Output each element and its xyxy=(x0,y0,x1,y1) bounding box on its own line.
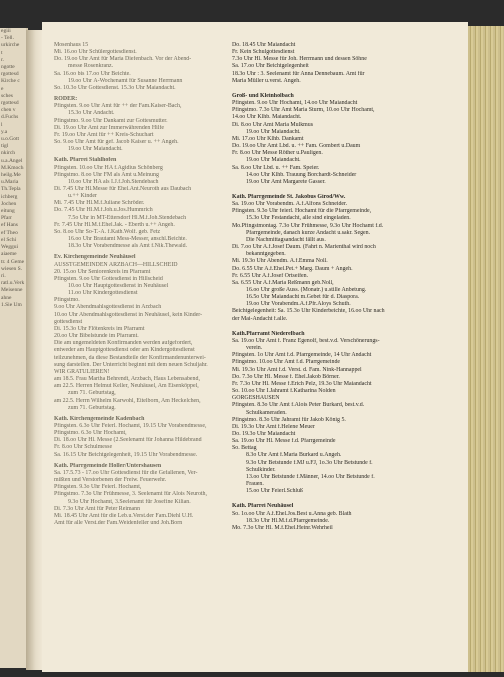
text-line: Sa. 6.55 Uhr A.f.Maria Reßmann geb.Noll, xyxy=(232,279,334,286)
text-line: Sa. 17.5.73 - 17.oo Uhr Gottesdienst für die Gefallenen, Ver- xyxy=(54,469,198,476)
text-line: Mi. 16.oo Uhr Schülergottesdienst. xyxy=(54,49,137,56)
text-line: teilzunehmen, da diese Bestandteile der Konfirmandenunterwei- xyxy=(54,354,206,361)
left-page-fragment: - Tell. xyxy=(1,35,14,42)
left-page-fragment: wiesen S. xyxy=(1,265,23,272)
text-line: Amt für alle Verst.der Fam.Weidenfeller und Joh.Born xyxy=(54,520,183,526)
text-line: 11.oo Uhr Kindergottesdienst xyxy=(68,290,138,297)
text-line: Do. 6.55 Uhr A.f.Ehel.Pet.+ Marg. Daum + Angeh. xyxy=(232,265,353,272)
left-page-fragment: tigl xyxy=(1,143,9,150)
text-line: Pfingsten. 8.3o Uhr Amt f.Alois Peter Burkard, best.v.d. xyxy=(232,402,365,409)
left-page-fragment: r. xyxy=(1,56,4,63)
text-line: Sa. 19.oo Uhr Amt f. Franz Egenolf, best.v.d. Verschönerungs- xyxy=(232,337,380,344)
text-line: Pfingstmo. 7.3o Uhr Frühmesse, 3. Seelenamt für Alois Neuroth, xyxy=(54,491,207,498)
left-text-column xyxy=(54,42,230,527)
text-line: 10.oo Uhr Abendmahlsgottesdienst in Neuhäusel, kein Kinder- xyxy=(54,311,203,318)
text-line: Schulkinder. xyxy=(246,466,276,473)
text-line: verein. xyxy=(246,345,263,352)
text-line: Sa. 17.oo Uhr Beichtgelegenheit xyxy=(232,63,309,70)
left-page-fragment: aiaeme xyxy=(1,251,17,258)
text-line: Schulkameraden. xyxy=(246,409,287,416)
text-line: entweder am Hauptgottesdienst oder am Kindergottesdienst xyxy=(54,347,195,354)
text-line: 16.oo Uhr große Auss. (Monatr.) u.stille Anbetung. xyxy=(246,287,367,293)
text-line: 19.oo Uhr Maiandacht. xyxy=(68,146,123,153)
book-gutter xyxy=(26,30,42,670)
text-line: Di. 15.3o Uhr Flötenkreis im Pfarramt xyxy=(54,325,145,332)
text-line: Fr. 6.55 Uhr A.f.Josef Ortseifen. xyxy=(232,272,309,279)
text-line: Pfingstmo. xyxy=(54,297,80,304)
text-line: am 22.5. Herrn Wilhelm Karwohl, Eitelborn, Am Heckelchen, xyxy=(54,397,201,404)
left-page-edge xyxy=(0,28,28,668)
left-page-fragment: urkirche xyxy=(1,42,20,49)
left-page-fragment: egiii xyxy=(1,28,11,34)
left-page-fragment: t xyxy=(1,49,3,56)
section-heading: Kath. Kirchengemeinde Kadenbach xyxy=(54,415,145,422)
text-line: So. 8.oo Uhr So-T.-A. f.Kath.Wolf. geb. Fetz xyxy=(54,228,161,235)
text-line: Di. 7.3o Uhr Amt für Peter Reimann xyxy=(54,505,141,512)
text-line: Pfingsten. 9.oo Uhr Amt für ++ der Fam.Kaiser-Bach, xyxy=(54,103,182,110)
section-gap xyxy=(232,323,460,327)
text-line: Mi. 7.45 Uhr Hl.M.f.Juliane Schröder. xyxy=(54,200,145,207)
text-line: AUSSTGEMEINDEN ARZBACH—HILLSCHEID xyxy=(54,261,178,268)
text-line: 8.3o Uhr Amt f.Maria Burkard u.Angeh. xyxy=(246,452,342,459)
text-line: Di. 19.3o Uhr Amt f.Helene Meuer xyxy=(232,423,315,430)
text-line: 16.oo Uhr Brautamt Mess-Messer, anschl.Beichte. xyxy=(68,236,187,243)
text-line: Fr. 8.oo Uhr Messe Röther u.Pauligen. xyxy=(232,150,323,157)
text-line: Frauen. xyxy=(246,481,264,488)
text-line: Sa. 19.oo Uhr Vorabendm. A.f.Alfons Schneider. xyxy=(232,201,348,208)
text-line: 9.oo Uhr Abendmahlsgottesdienst in Arzbach xyxy=(54,304,162,311)
left-page-fragment: M.Kmoch xyxy=(1,164,24,171)
left-page-fragment: 1.Sie Um xyxy=(1,301,22,308)
text-line: Pfingsten. 9.3o Uhr Feierl. Hochamt, xyxy=(54,484,142,491)
left-page-fragment: sches xyxy=(1,92,13,99)
text-line: Do. 19.oo Uhr Amt für Maria Diefenbach. Vor der Abend- xyxy=(54,56,192,63)
text-line: Pfingsten. 9.oo Uhr Hochamt, 14.oo Uhr Maiandacht xyxy=(232,100,358,107)
left-page-fragment: Th.Tepla xyxy=(1,186,21,193)
text-line: Pfingstmo. 6.3o Uhr Hochamt, xyxy=(54,430,127,437)
text-line: 10.oo Uhr HA als I.J.f.Joh.Stendebach xyxy=(68,178,159,185)
text-line: Mi. 19.3o Uhr Abendm. A.f.Emma Noll. xyxy=(232,258,328,265)
right-text-column xyxy=(232,42,460,532)
text-line: 20. 15.oo Uhr Seniorenkreis im Pfarramt xyxy=(54,268,151,275)
text-line: Fr. 8.oo Uhr Schulmesse xyxy=(54,444,113,451)
text-line: So. 9.oo Uhr Amt für gef. Jacob Kaiser u. ++ Angeh. xyxy=(54,139,179,146)
text-line: Pfingstmo. 10.oo Uhr Amt f.d. Pfarrgemeinde xyxy=(232,359,341,366)
text-line: Die Nachmittagsandacht fällt aus. xyxy=(246,236,326,243)
text-line: 7.5o Uhr in MT-Ettersdorf Hl.M.f.Joh.Stendebach xyxy=(68,214,187,221)
left-page-fragment: l xyxy=(1,121,3,128)
text-line: Pfingsten. 9.oo Uhr Gottesdienst in Hillscheid xyxy=(54,275,163,282)
text-line: Di. 18.oo Uhr Hl. Messe (2.Seelenamt für Johanna Hildebrand xyxy=(54,437,202,444)
text-line: am 22.5. Herren Helmut Keller, Neuhäusel, Am Eisenköppel, xyxy=(54,383,199,390)
text-line: 16.5o Uhr Maiandacht m.Gebet für d. Diaspora. xyxy=(246,294,360,301)
text-line: zum 71. Geburtstag, xyxy=(68,390,116,397)
text-line: Do. 7.3o Uhr Hl. Messe f. Ehel.Jakob Börner. xyxy=(232,373,340,380)
text-line: Sa. 16.oo bis 17.oo Uhr Beichte. xyxy=(54,70,131,77)
text-line: 14.oo Uhr Klhb. Maiandacht. xyxy=(232,114,302,121)
left-page-fragment: chen v xyxy=(1,107,16,114)
text-line: bekanntgegeben. xyxy=(246,251,286,258)
left-page-fragment: rgottesd xyxy=(1,100,19,107)
left-page-fragment: Weggui xyxy=(1,244,18,251)
text-line: 20.oo Uhr Bibelstunde im Pfarramt. xyxy=(54,333,139,340)
text-line: So. 10.oo Uhr I.Jahramt f.Katharina Nolden xyxy=(232,388,336,395)
text-line: 19.oo Uhr Maiandacht. xyxy=(246,157,301,164)
text-line: u.++ Kinder xyxy=(68,193,97,200)
left-page-fragment: Kirche c xyxy=(1,78,20,85)
text-line: Fr. Kein Schulgottesdienst xyxy=(232,49,295,56)
text-line: Do. 18.45 Uhr Maiandacht xyxy=(232,42,296,48)
text-line: Mi. 17.oo Uhr Klhb. Dankamt xyxy=(232,135,304,142)
left-page-fragment: ichberg xyxy=(1,193,18,200)
text-line: 19.oo Uhr Vorabendm.A.f.Pfr.Aloys Schuth. xyxy=(246,301,351,308)
text-line: Mosenhaus 15 xyxy=(54,42,89,48)
left-page-fragment: nkirch xyxy=(1,150,16,157)
text-line: 9.3o Uhr Hochamt, 3.Seelenamt für Josefine Kilian. xyxy=(68,498,191,505)
left-page-fragment: el Schi xyxy=(1,236,17,243)
text-line: 18.3o Uhr : 3. Seelenamt für Anna Dennebaum. Amt für xyxy=(232,70,365,77)
left-page-fragment: d.Fuchs xyxy=(1,114,19,121)
text-line: Sa. 16.15 Uhr Beichtgelegenheit, 19.15 Uhr Vorabendmesse. xyxy=(54,451,198,458)
text-line: 15.3o Uhr Andacht. xyxy=(68,110,115,117)
text-line: Pfingsten. 1o Uhr Amt f.d. Pfarrgemeinde, 14 Uhr Andacht xyxy=(232,352,372,359)
text-line: Maria Müller u.verst. Angeh. xyxy=(232,77,301,84)
text-line: Do. 19.3o Uhr Maiandacht xyxy=(232,430,296,437)
text-line: Do. 7.45 Uhr Hl.M.f.Joh.u.Jos.Hummrich xyxy=(54,207,153,214)
left-page-fragment: heilg.Me xyxy=(1,172,21,179)
text-line: Di. 7.oo Uhr A.f.Josef Daum. (Fahrt n. Marienthal wird noch xyxy=(232,244,376,251)
left-page-fragment: ef Theo xyxy=(1,229,18,236)
text-line: Fr. 19.oo Uhr Amt für ++ Kreis-Schuchart xyxy=(54,131,154,138)
section-heading: Kath. Pfarrgemeinde Holler/Untershausen xyxy=(54,462,162,469)
text-line: 9.3o Uhr Betstunde f.MJ u.FJ, 1o.3o Uhr Betstunde f. xyxy=(246,459,373,466)
left-page-fragment: ef Hans xyxy=(1,222,18,229)
section-heading: Kath.Pfarramt Niederelbach xyxy=(232,330,305,337)
text-line: Pfingstmo. 8.oo Uhr FM als Amt u.Meinung xyxy=(54,171,159,178)
left-page-fragment: ratl.u.Verk xyxy=(1,280,25,287)
text-line: Pfingstmo. 7.3o Uhr Amt Maria Sturm, 10.oo Uhr Hochamt, xyxy=(232,107,375,114)
text-line: WIR GRATULIEREN! xyxy=(54,368,110,375)
text-line: 7.3o Uhr Hl. Messe für Joh. Herrmann und dessen Söhne xyxy=(232,56,367,63)
text-line: am 18.5. Frau Martha Behrendt, Arzbach, Haus Lebensabend, xyxy=(54,376,200,383)
text-line: Di. 7.45 Uhr Hl.Messe für Ehel.Ant.Neuroth aus Daubach xyxy=(54,185,192,192)
text-line: zum 71. Geburtstag. xyxy=(68,404,116,411)
text-line: der Mai-Andacht f.alle. xyxy=(232,315,288,322)
left-page-fragment: ngotte xyxy=(1,64,15,71)
section-heading: Ev. Kirchengemeinde Neuhäusel xyxy=(54,254,136,261)
text-line: 15.3o Uhr Festandacht, alle sind eingeladen. xyxy=(246,215,351,222)
text-line: Die am ungemeldeten Konfirmanden werden aufgefordert, xyxy=(54,340,193,347)
text-line: sung darstellen. Der Unterricht beginnt mit dem neuen Schuljahr. xyxy=(54,361,208,368)
text-line: Di. 19.oo Uhr Amt zur Immerwährenden Hilfe xyxy=(54,124,164,131)
left-page-fragment: u.a.Angel xyxy=(1,157,23,164)
text-line: So. 10.3o Uhr Gottesdienst. 15.3o Uhr Maiandacht. xyxy=(54,84,176,91)
text-line: Pfingstmo. 9.oo Uhr Dankamt zur Gottesmutter. xyxy=(54,117,168,124)
left-page-fragment: Jochen xyxy=(1,200,17,207)
text-line: Mi. 19.3o Uhr Amt f.d. Verst. d. Fam. Nink-Hannappel xyxy=(232,366,362,373)
main-page xyxy=(42,22,468,672)
left-page-fragment: e xyxy=(1,85,4,92)
text-line: Fr. 7.45 Uhr Hl.M.f.Ehel.Jak. - Eberth u.++ Angeh. xyxy=(54,221,175,228)
text-line: Fr. 7.3o Uhr Hl. Messe f.Erich Pelz, 19.3o Uhr Maiandacht xyxy=(232,380,372,387)
left-page-fragment: u.o.Gott xyxy=(1,136,20,143)
section-heading: Kath. Pfarrgemeinde St. Jakobus Girod/Ww. xyxy=(232,193,346,200)
left-page-fragment: ri. xyxy=(1,272,6,279)
text-line: So. 1o.oo Uhr A.f.Ehel.Jos.Best u.Anna geb. Blath xyxy=(232,510,352,517)
page-edges xyxy=(468,26,504,672)
text-line: 15.oo Uhr Feierl.Schluß xyxy=(246,488,303,495)
text-line: 19.oo Uhr Maiandacht. xyxy=(246,128,301,135)
section-gap xyxy=(232,85,460,89)
text-line: So. Bettag xyxy=(232,445,257,452)
text-line: 18.3o Uhr Vorabendmesse als Amt f.Nik.Thewald. xyxy=(68,243,188,250)
section-heading: Kath. Pfarrei Neuhäusel xyxy=(232,503,294,510)
text-line: Pfarrgemeinde, danach kurze Andacht u.sakr. Segen. xyxy=(246,229,371,236)
left-page-fragment: Meisenne xyxy=(1,287,23,294)
text-line: mißten und Verstorbenen der Freiw. Feuerwehr. xyxy=(54,477,167,484)
text-line: Pfingsten. 9.3o Uhr feierl. Hochamt für die Pfarrgemeinde, xyxy=(232,208,372,215)
left-page-fragment: eitung xyxy=(1,208,15,215)
text-line: Sa. 8.oo Uhr Lbd. u. ++ Fam. Speier. xyxy=(232,164,320,171)
text-line: 10.oo Uhr Hauptgottesdienst in Neuhäusel xyxy=(68,283,169,289)
text-line: 19.oo Uhr Ä-Wochenamt für Susanne Herrmann xyxy=(68,77,183,84)
text-line: 14.oo Uhr Klhb. Trauung Borchardt-Schneider xyxy=(246,171,357,178)
left-page-fragment: y.a xyxy=(1,128,8,135)
text-line: Mi. 18.45 Uhr Amt für die Leb.u.Verst.der Fam.Diehl U.H. xyxy=(54,512,194,519)
section-heading: Groß- und Kleinholbach xyxy=(232,92,294,99)
text-line: Pfingsten. 6.3o Uhr Feierl. Hochamt, 19.15 Uhr Vorabendmesse, xyxy=(54,422,207,429)
left-page-fragment: tr. 4 Geme xyxy=(1,258,25,265)
text-line: Pfingstmo. 8.3o Uhr Jahramt für Jakob König 5. xyxy=(232,416,346,423)
text-line: Mo. 7.3o Uhr Hl. M.f.Ehel.Heinr.Wehrheil xyxy=(232,524,333,531)
text-line: gottesdienst xyxy=(54,318,83,325)
section-gap xyxy=(232,495,460,499)
text-line: messe Rosenkranz. xyxy=(68,63,114,70)
text-line: 18.3o Uhr Hl.M.f.d.Pfarrgemeinde. xyxy=(246,517,330,524)
text-line: Sa. 19.oo Uhr Hl. Messe f.d. Pfarrgemeinde xyxy=(232,438,336,445)
text-line: 19.oo Uhr Amt Margarete Gasser. xyxy=(246,178,326,185)
text-line: Beichtgelegenheit: Sa. 15.3o Uhr Kinderbeichte, 16.oo Uhr nach xyxy=(232,308,385,315)
left-page-fragment: Pfarr xyxy=(1,215,12,222)
text-line: GORGESHAUSEN xyxy=(232,395,280,402)
text-line: Do. 19.oo Uhr Amt Lbd. u. ++ Fam. Gombert u.Daum xyxy=(232,143,361,150)
section-gap xyxy=(232,186,460,190)
left-page-fragment: ahne xyxy=(1,294,12,301)
text-line: 13.oo Uhr Betstunde f.Männer, 14.oo Uhr Betstunde f. xyxy=(246,473,375,480)
text-line: Mo.Pfingstmontag. 7.3o Uhr Frühmesse, 9.3o Uhr Hochamt f.d. xyxy=(232,222,384,229)
left-page-fragment: rgottesd xyxy=(1,71,19,78)
text-line: Pfingsten. 10.oo Uhr HA f.Ägidius Schönberg xyxy=(54,164,163,171)
text-line: Di. 8.oo Uhr Amt Maria Mulkmus xyxy=(232,121,313,128)
left-page-fragment: u.Maria xyxy=(1,179,19,186)
section-heading: RÖDER: xyxy=(54,96,78,103)
section-heading: Kath. Pfarrei Stahlhofen xyxy=(54,157,117,164)
